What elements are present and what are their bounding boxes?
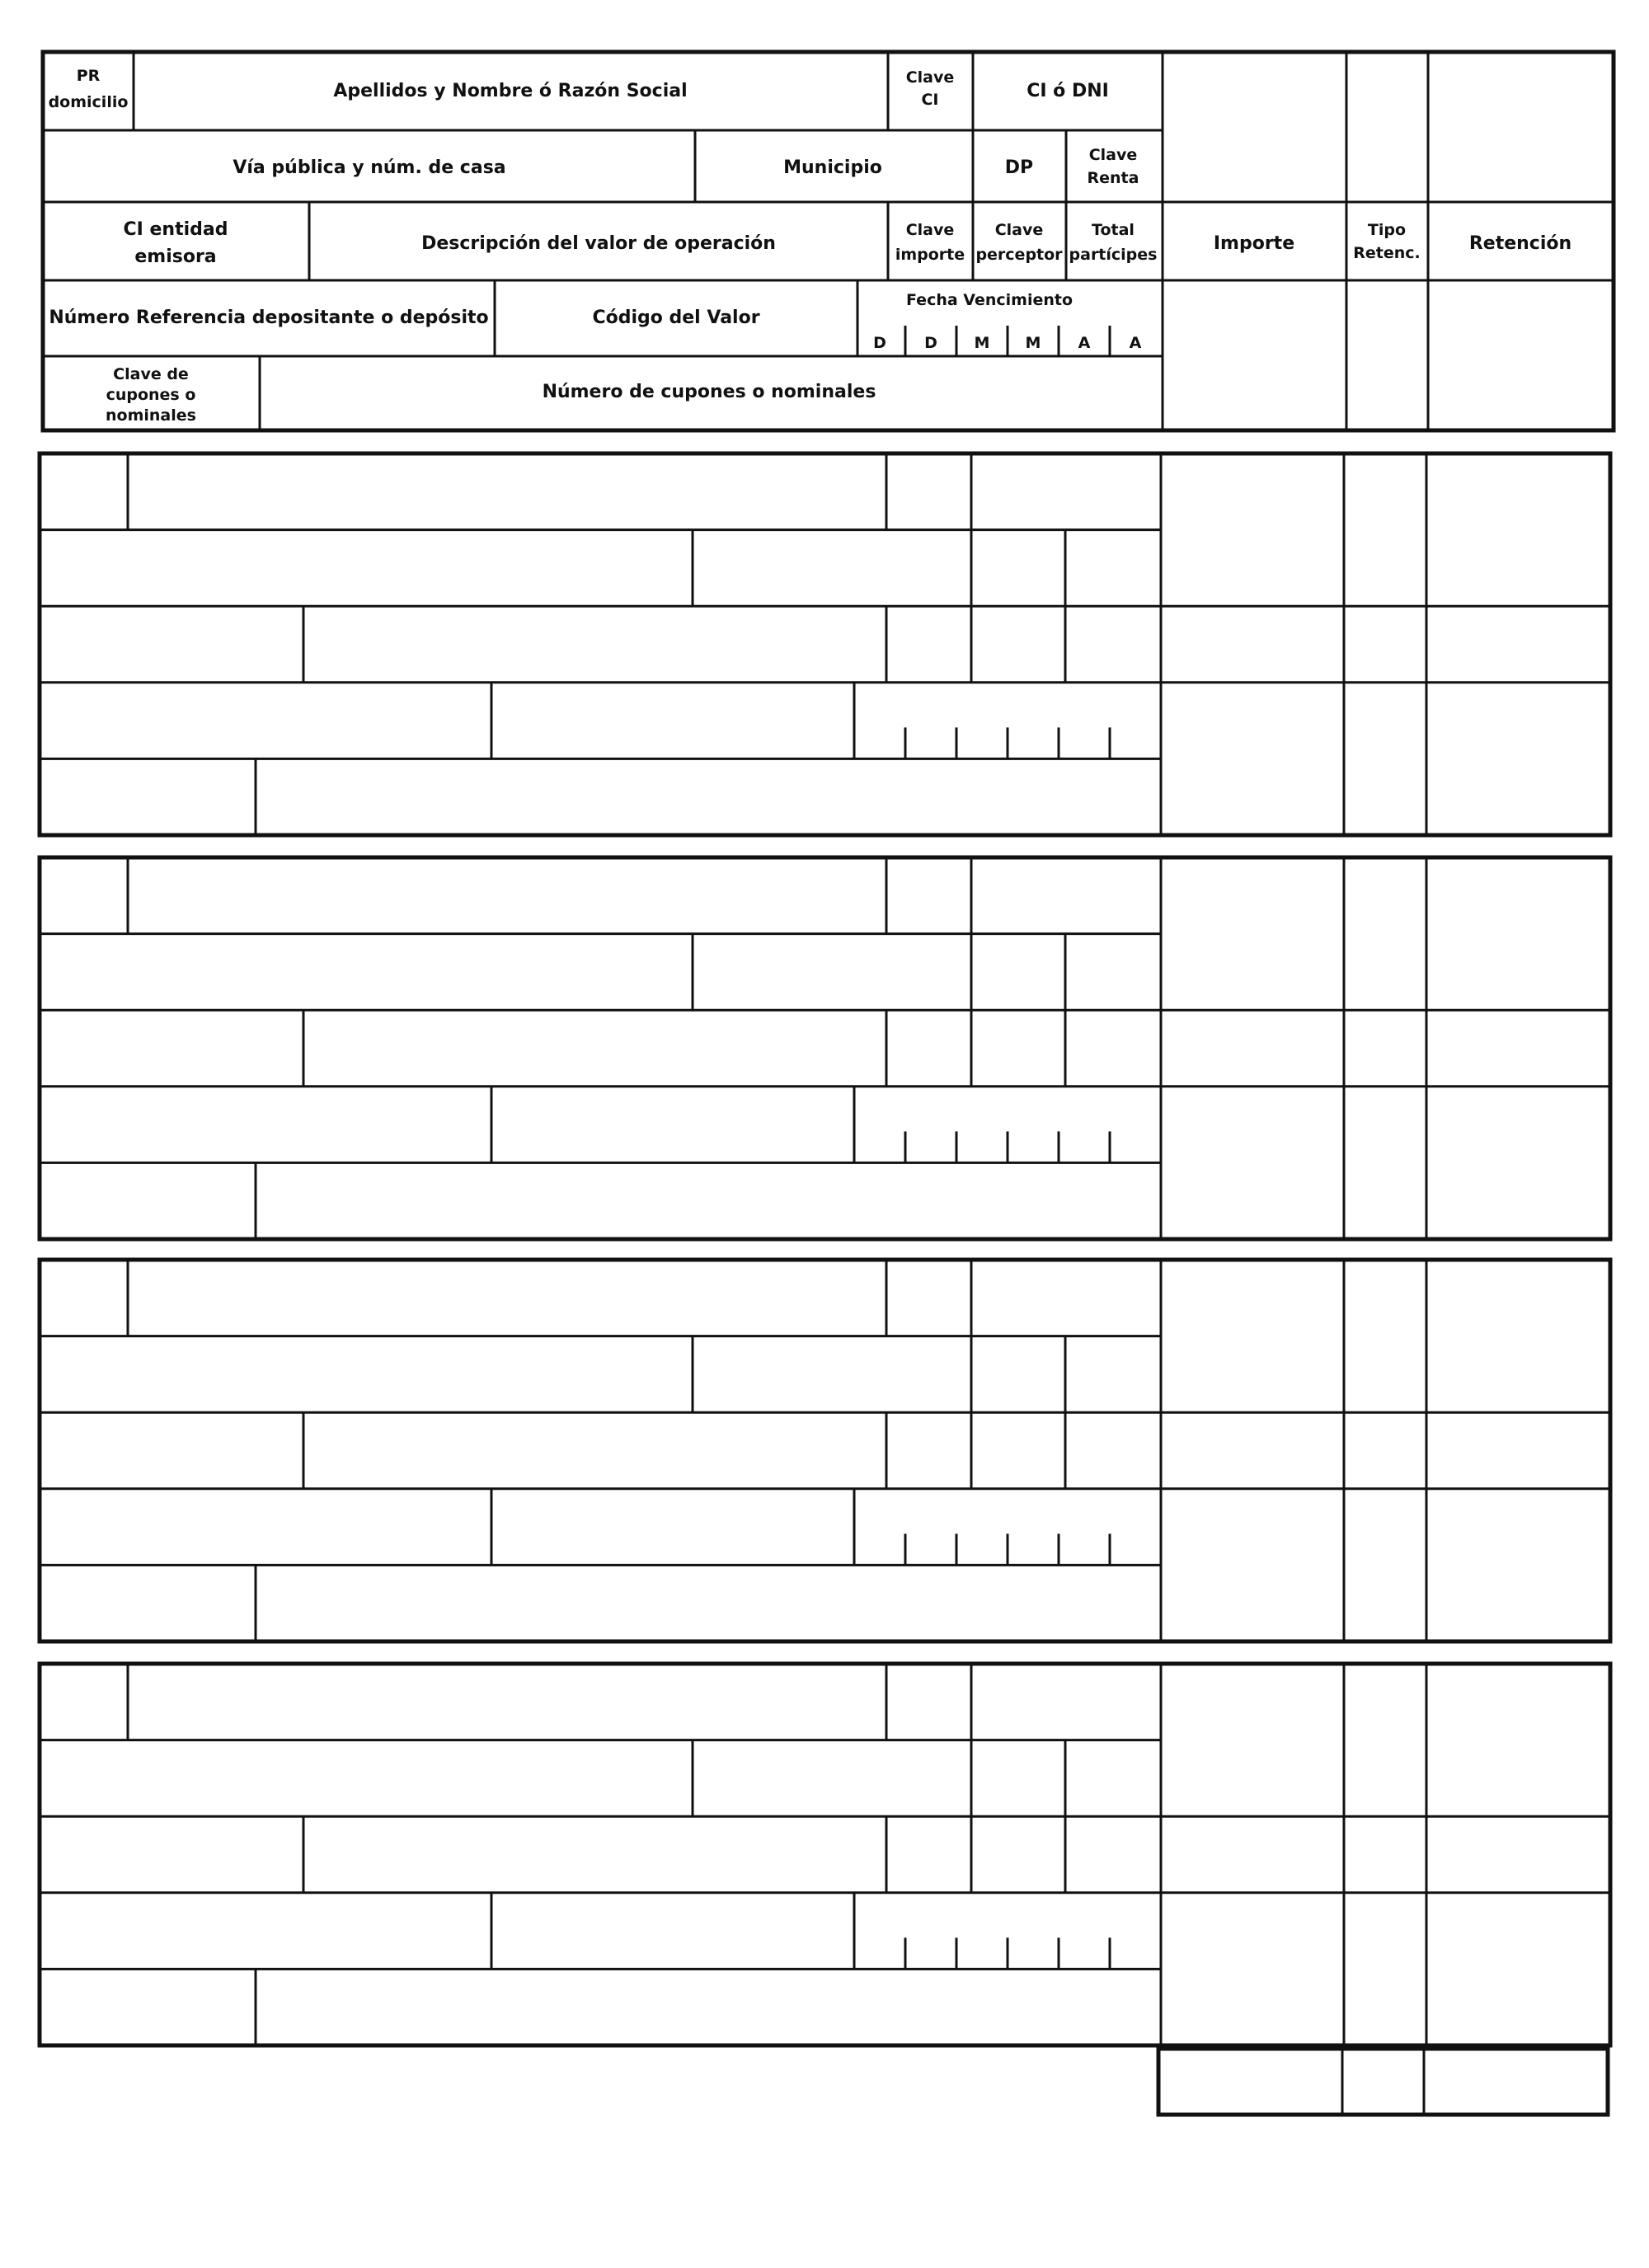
- fecha-letter-a1: A: [1078, 334, 1091, 352]
- clave-cupones-label-1: Clave de: [113, 365, 189, 383]
- fecha-letter-a2: A: [1129, 334, 1142, 352]
- ci-entidad-label-2: emisora: [134, 247, 217, 267]
- tipo-retenc-label-1: Tipo: [1367, 221, 1407, 239]
- record-blocks: [40, 453, 1610, 2045]
- codigo-valor-label: Código del Valor: [592, 308, 760, 328]
- record-block: [40, 453, 1610, 835]
- clave-renta-label-1: Clave: [1088, 146, 1138, 164]
- clave-importe-label-2: importe: [895, 246, 965, 264]
- ci-dni-label: CI ó DNI: [1027, 81, 1109, 101]
- pr-label: PR: [76, 67, 101, 85]
- record-frame: [40, 1260, 1610, 1641]
- record-block: [40, 857, 1610, 1239]
- tipo-retenc-label-2: Retenc.: [1353, 244, 1421, 262]
- numero-referencia-label: Número Referencia depositante o depósito: [49, 308, 489, 328]
- fecha-letter-m2: M: [1025, 334, 1041, 352]
- ci-entidad-label-1: CI entidad: [123, 219, 228, 240]
- fecha-letter-d1: D: [873, 334, 886, 352]
- fecha-letter-d2: D: [924, 334, 937, 352]
- clave-ci-label-1: Clave: [905, 68, 955, 87]
- clave-importe-label-1: Clave: [905, 221, 955, 239]
- record-block: [40, 1260, 1610, 1641]
- dp-label: DP: [1004, 157, 1034, 178]
- via-publica-label: Vía pública y núm. de casa: [233, 157, 506, 178]
- record-block: [40, 1664, 1610, 2045]
- totals-row: [1158, 2049, 1608, 2115]
- total-participes-label-2: partícipes: [1069, 246, 1158, 264]
- retencion-label: Retención: [1468, 233, 1572, 254]
- clave-cupones-label-3: nominales: [106, 406, 196, 425]
- total-participes-label-1: Total: [1092, 221, 1135, 239]
- apellidos-label: Apellidos y Nombre ó Razón Social: [333, 81, 688, 101]
- record-frame: [40, 857, 1610, 1239]
- clave-perceptor-label-2: perceptor: [975, 246, 1063, 264]
- fecha-letter-m1: M: [974, 334, 990, 352]
- fecha-vencimiento-label: Fecha Vencimiento: [905, 291, 1073, 309]
- descripcion-label: Descripción del valor de operación: [421, 233, 776, 254]
- numero-cupones-label: Número de cupones o nominales: [542, 382, 876, 402]
- importe-label: Importe: [1213, 233, 1295, 254]
- header-block: [43, 52, 1614, 430]
- municipio-label: Municipio: [783, 157, 882, 178]
- clave-ci-label-2: CI: [921, 91, 939, 109]
- domicilio-label: domicilio: [48, 93, 129, 111]
- header-frame: [43, 52, 1614, 430]
- totals-frame: [1158, 2049, 1608, 2115]
- clave-cupones-label-2: cupones o: [106, 386, 196, 404]
- record-frame: [40, 453, 1610, 835]
- record-frame: [40, 1664, 1610, 2045]
- clave-perceptor-label-1: Clave: [994, 221, 1044, 239]
- clave-renta-label-2: Renta: [1087, 169, 1139, 187]
